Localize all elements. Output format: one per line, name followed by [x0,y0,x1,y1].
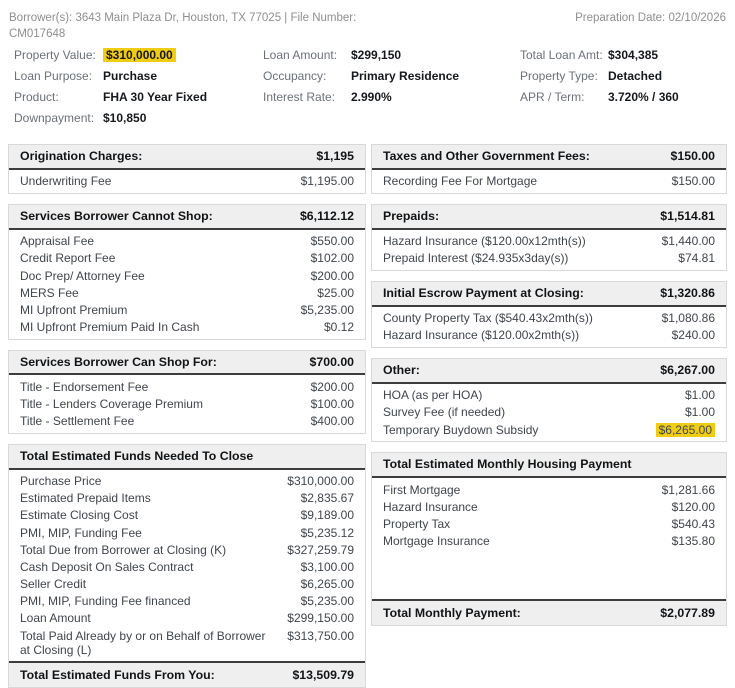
fee-label: MERS Fee [20,285,79,300]
section-title: Other: [383,363,420,378]
fee-column-right [371,144,727,626]
summary-field [263,69,520,83]
fee-row [372,233,726,250]
fee-row [9,396,365,413]
section-body [372,478,726,599]
summary-field [263,90,520,104]
fee-amount: $25.00 [317,285,354,300]
footer-total-label: Total Estimated Funds From You: [20,668,215,683]
fee-label: Doc Prep/ Attorney Fee [20,268,145,283]
summary-field-label: Product: [14,90,59,105]
fee-label: Hazard Insurance ($120.00x2mth(s)) [383,328,580,343]
fee-amount: $1,281.66 [661,482,715,497]
section-total-amount: $1,195 [316,149,354,164]
fee-label: PMI, MIP, Funding Fee [20,525,142,540]
section-header [9,145,365,170]
summary-field-value: Primary Residence [351,69,460,84]
fee-amount: $5,235.00 [300,302,354,317]
fee-row [372,327,726,344]
fee-row [9,524,365,541]
section-header [372,359,726,384]
section-body [372,170,726,193]
fee-row [9,610,365,627]
section-body [372,230,726,270]
section-header [372,145,726,170]
fee-row [372,533,726,550]
fee-label: First Mortgage [383,482,461,497]
summary-field-label: APR / Term: [520,90,585,105]
fee-amount: $102.00 [310,251,354,266]
fee-row [9,413,365,430]
fee-amount: $240.00 [671,328,715,343]
fee-row [9,233,365,250]
fee-amount: $5,235.12 [300,525,354,540]
fee-label: Cash Deposit On Sales Contract [20,559,194,574]
fee-amount: $3,100.00 [300,559,354,574]
fee-row [9,490,365,507]
fee-label: Title - Endorsement Fee [20,379,149,394]
section-body [9,230,365,339]
fee-amount: $5,235.00 [300,594,354,609]
summary-field-value: Detached [608,69,663,84]
preparation-date: Preparation Date: 02/10/2026 [575,12,726,24]
section-header [9,445,365,470]
fee-amount: $540.43 [671,516,715,531]
fee-label: Temporary Buydown Subsidy [383,422,539,437]
section-total-amount: $1,320.86 [660,286,715,300]
fee-row [9,250,365,267]
summary-field [14,90,263,104]
summary-field [520,69,727,83]
fee-amount-highlighted: $6,265.00 [656,423,715,437]
fee-row [372,421,726,438]
section-total-amount: $700.00 [309,354,354,369]
fee-row [9,173,365,190]
fee-row [9,318,365,335]
summary-field-label: Property Type: [520,69,598,84]
loan-summary [14,48,727,132]
fee-row [9,473,365,490]
file-number: CM017648 [9,27,66,40]
fee-label: HOA (as per HOA) [383,388,483,403]
footer-total-amount: $2,077.89 [660,606,715,620]
summary-column [14,48,263,132]
summary-field-value: 2.990% [351,90,392,105]
fee-row [9,593,365,610]
fee-row [372,481,726,498]
section-total-amount: $1,514.81 [660,208,715,223]
summary-field-label: Interest Rate: [263,90,336,105]
section-title: Services Borrower Cannot Shop: [20,208,213,223]
fee-label: Estimated Prepaid Items [20,491,151,506]
fee-label: Total Paid Already by or on Behalf of Borrower at Closing (L) [20,628,266,657]
fee-label: Property Tax [383,516,451,531]
fee-section [8,144,366,194]
fee-label: Title - Lenders Coverage Premium [20,397,203,412]
section-body [9,470,365,662]
summary-field-value: $10,850 [103,111,147,126]
summary-field-label: Property Value: [14,48,96,63]
fee-label: Underwriting Fee [20,174,112,189]
fee-section [371,452,727,626]
section-header [372,205,726,230]
section-header [372,453,726,478]
fee-amount: $6,265.00 [300,577,354,592]
fee-amount: $200.00 [310,379,354,394]
fee-amount: $1,195.00 [300,174,354,189]
summary-field-value: Purchase [103,69,158,84]
section-footer-total [9,661,365,687]
fee-label: Loan Amount [20,611,91,626]
fee-amount: $400.00 [310,414,354,429]
fee-label: Title - Settlement Fee [20,414,135,429]
fee-label: MI Upfront Premium [20,302,128,317]
fee-amount: $1.00 [684,405,715,420]
fee-section [371,358,727,442]
summary-field [520,90,727,104]
fee-row [9,576,365,593]
fee-section [8,444,366,688]
summary-field [263,48,520,62]
fee-label: Appraisal Fee [20,234,95,249]
fee-amount: $327,259.79 [287,542,354,557]
fee-amount: $2,835.67 [300,491,354,506]
fee-amount: $1.00 [684,388,715,403]
section-title: Total Estimated Monthly Housing Payment [383,457,632,472]
fee-amount: $135.80 [671,534,715,548]
section-body [372,384,726,441]
fee-section [8,204,366,340]
fee-label: Recording Fee For Mortgage [383,174,538,189]
summary-column [263,48,520,132]
footer-total-amount: $13,509.79 [292,668,354,683]
summary-field-value-highlighted: $310,000.00 [103,48,176,62]
fee-row [9,558,365,575]
fee-row [372,387,726,404]
section-footer-total [372,599,726,625]
fee-amount: $200.00 [310,268,354,283]
summary-field-value: 3.720% / 360 [608,90,679,105]
summary-field-label: Downpayment: [14,111,95,126]
section-title: Initial Escrow Payment at Closing: [383,286,584,300]
fee-label: Hazard Insurance ($120.00x12mth(s)) [383,234,586,249]
fee-amount: $120.00 [671,499,715,514]
fee-label: Prepaid Interest ($24.935x3day(s)) [383,251,569,266]
fee-row [372,250,726,267]
fee-row [372,498,726,515]
section-body [372,307,726,347]
fee-amount: $550.00 [310,234,354,249]
footer-total-label: Total Monthly Payment: [383,606,521,620]
fee-row [372,173,726,190]
section-title: Total Estimated Funds Needed To Close [20,448,254,463]
fee-row [9,378,365,395]
section-body [9,170,365,193]
summary-field-label: Occupancy: [263,69,327,84]
borrower-info [9,11,356,42]
fee-sections [8,144,727,683]
fee-row [9,627,365,658]
fee-amount: $313,750.00 [287,628,354,643]
fee-row [9,541,365,558]
fee-section [371,204,727,271]
fee-row [9,507,365,524]
fee-label: County Property Tax ($540.43x2mth(s)) [383,311,593,326]
fee-amount: $74.81 [678,251,715,266]
fee-amount: $9,189.00 [300,508,354,523]
section-total-amount: $6,267.00 [660,363,715,378]
section-total-amount: $150.00 [670,149,715,164]
fee-section [371,144,727,194]
fee-row [372,515,726,532]
fee-label: Survey Fee (if needed) [383,405,506,420]
section-title: Services Borrower Can Shop For: [20,354,217,369]
fee-row [9,267,365,284]
fee-section [8,350,366,434]
summary-field-label: Total Loan Amt: [520,48,603,63]
fee-row [9,301,365,318]
section-header [9,351,365,376]
fee-section [371,281,727,348]
fee-amount: $1,440.00 [661,234,715,249]
fee-amount: $299,150.00 [287,611,354,626]
section-header [372,282,726,307]
fee-label: Mortgage Insurance [383,534,490,548]
fee-row [372,310,726,327]
fee-column-left [8,144,366,683]
section-body [9,375,365,432]
fee-label: Credit Report Fee [20,251,116,266]
summary-field [14,69,263,83]
fee-label: Total Due from Borrower at Closing (K) [20,542,227,557]
summary-field [520,48,727,62]
fee-amount: $1,080.86 [661,311,715,326]
summary-column [520,48,727,132]
fee-amount: $0.12 [323,319,354,334]
section-total-amount: $6,112.12 [299,208,354,223]
summary-field-label: Loan Amount: [263,48,338,63]
fee-row [372,404,726,421]
fee-amount: $310,000.00 [287,474,354,489]
fee-amount: $100.00 [310,397,354,412]
summary-field-value: $304,385 [608,48,659,63]
summary-field-value: $299,150 [351,48,402,63]
fee-label: PMI, MIP, Funding Fee financed [20,594,191,609]
summary-field-value: FHA 30 Year Fixed [103,90,208,105]
section-header [9,205,365,230]
summary-field [14,111,263,125]
borrower-address-line: Borrower(s): 3643 Main Plaza Dr, Houston, TX 77025 | File Number: [9,12,357,24]
section-title: Taxes and Other Government Fees: [383,149,590,164]
section-title: Prepaids: [383,208,440,223]
summary-field [14,48,263,62]
fee-label: MI Upfront Premium Paid In Cash [20,319,200,334]
page-header [8,11,727,42]
fee-label: Hazard Insurance [383,499,478,514]
summary-field-label: Loan Purpose: [14,69,93,84]
fee-label: Purchase Price [20,474,102,489]
fee-amount: $150.00 [671,174,715,189]
fee-label: Estimate Closing Cost [20,508,139,523]
section-title: Origination Charges: [20,149,143,164]
fee-label: Seller Credit [20,577,87,592]
fee-row [9,284,365,301]
